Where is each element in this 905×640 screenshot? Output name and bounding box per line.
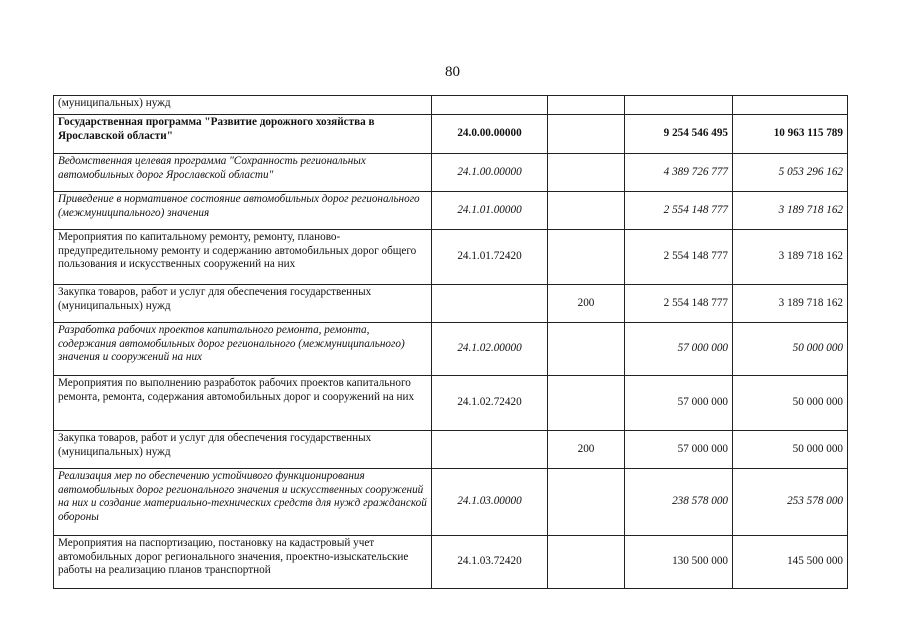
table-row	[54, 536, 848, 589]
table-row	[54, 323, 848, 376]
row-name: Государственная программа "Развитие дорожного хозяйства в Ярославской области"	[54, 115, 432, 154]
row-amount-year2: 5 053 296 162	[733, 154, 848, 192]
row-amount-year2: 50 000 000	[733, 376, 848, 431]
row-code	[432, 431, 548, 469]
row-name: (муниципальных) нужд	[54, 96, 432, 115]
row-expense-type	[548, 376, 625, 431]
row-amount-year1: 57 000 000	[625, 376, 733, 431]
row-code	[432, 96, 548, 115]
row-code: 24.1.03.72420	[432, 536, 548, 589]
row-code: 24.0.00.00000	[432, 115, 548, 154]
row-amount-year1: 57 000 000	[625, 323, 733, 376]
row-name: Закупка товаров, работ и услуг для обеспечения государственных (муниципальных) нужд	[54, 431, 432, 469]
row-expense-type	[548, 323, 625, 376]
table-row	[54, 154, 848, 192]
row-expense-type	[548, 154, 625, 192]
row-amount-year1: 57 000 000	[625, 431, 733, 469]
table-row	[54, 285, 848, 323]
row-expense-type: 200	[548, 285, 625, 323]
row-expense-type	[548, 230, 625, 285]
row-name: Приведение в нормативное состояние автомобильных дорог регионального (межмуниципального) значения	[54, 192, 432, 230]
row-code: 24.1.00.00000	[432, 154, 548, 192]
row-amount-year1: 9 254 546 495	[625, 115, 733, 154]
row-expense-type	[548, 192, 625, 230]
row-amount-year2: 10 963 115 789	[733, 115, 848, 154]
table-row	[54, 96, 848, 115]
row-amount-year2: 50 000 000	[733, 431, 848, 469]
row-expense-type: 200	[548, 431, 625, 469]
table-row	[54, 431, 848, 469]
row-amount-year1: 2 554 148 777	[625, 192, 733, 230]
row-amount-year2: 3 189 718 162	[733, 192, 848, 230]
table-row	[54, 192, 848, 230]
table-row	[54, 115, 848, 154]
row-code: 24.1.02.72420	[432, 376, 548, 431]
row-code: 24.1.03.00000	[432, 469, 548, 536]
row-amount-year2: 145 500 000	[733, 536, 848, 589]
table-row	[54, 469, 848, 536]
row-name: Мероприятия на паспортизацию, постановку на кадастровый учет автомобильных дорог регионального значения, проектно-изыскательские работы на реализацию планов транспортной	[54, 536, 432, 589]
row-amount-year1: 4 389 726 777	[625, 154, 733, 192]
budget-table	[53, 95, 848, 589]
row-amount-year2: 3 189 718 162	[733, 285, 848, 323]
table-row	[54, 230, 848, 285]
row-name: Реализация мер по обеспечению устойчивого функционирования автомобильных дорог регионального значения и искусственных сооружений на них и создание материально-технических средств для нужд гражданской обороны	[54, 469, 432, 536]
row-amount-year2: 3 189 718 162	[733, 230, 848, 285]
table-row	[54, 376, 848, 431]
row-amount-year1	[625, 96, 733, 115]
row-amount-year2: 253 578 000	[733, 469, 848, 536]
row-amount-year2: 50 000 000	[733, 323, 848, 376]
row-amount-year1: 130 500 000	[625, 536, 733, 589]
row-code: 24.1.02.00000	[432, 323, 548, 376]
row-code: 24.1.01.72420	[432, 230, 548, 285]
row-expense-type	[548, 469, 625, 536]
row-name: Ведомственная целевая программа "Сохранность региональных автомобильных дорог Ярославской области"	[54, 154, 432, 192]
row-expense-type	[548, 115, 625, 154]
page-number: 80	[445, 64, 460, 80]
row-name: Мероприятия по капитальному ремонту, ремонту, планово-предупредительному ремонту и содержанию автомобильных дорог общего пользования и искусственных сооружений на них	[54, 230, 432, 285]
row-amount-year2	[733, 96, 848, 115]
row-name: Закупка товаров, работ и услуг для обеспечения государственных (муниципальных) нужд	[54, 285, 432, 323]
row-amount-year1: 2 554 148 777	[625, 285, 733, 323]
row-amount-year1: 238 578 000	[625, 469, 733, 536]
row-code: 24.1.01.00000	[432, 192, 548, 230]
row-expense-type	[548, 96, 625, 115]
row-code	[432, 285, 548, 323]
row-name: Мероприятия по выполнению разработок рабочих проектов капитального ремонта, ремонта, содержания автомобильных дорог и сооружений на них	[54, 376, 432, 431]
row-expense-type	[548, 536, 625, 589]
row-name: Разработка рабочих проектов капитального ремонта, ремонта, содержания автомобильных дорог регионального (межмуниципального) значения и сооружений на них	[54, 323, 432, 376]
row-amount-year1: 2 554 148 777	[625, 230, 733, 285]
